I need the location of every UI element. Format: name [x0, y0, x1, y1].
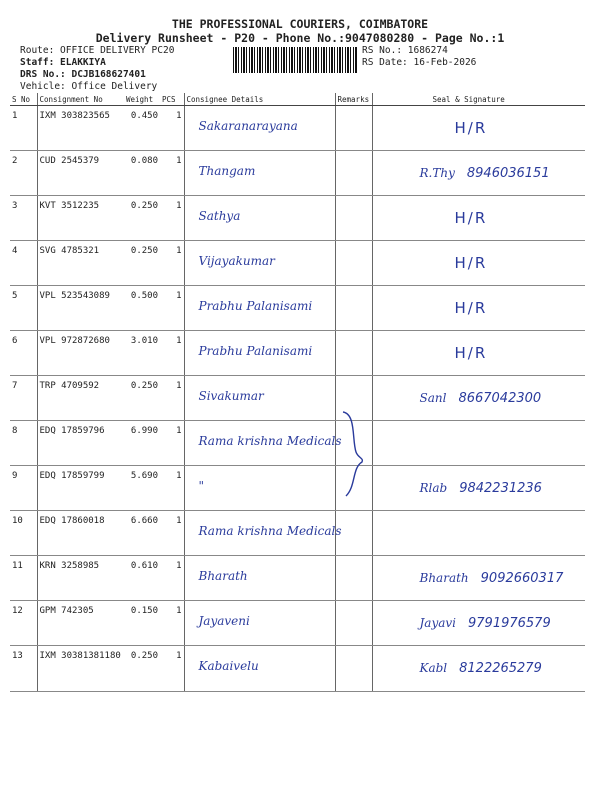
seal-signature: H/R [454, 209, 488, 227]
table-row [10, 511, 585, 556]
row-remarks [335, 556, 372, 601]
table-row [10, 466, 585, 511]
row-consignment: TRP 4709592 [37, 376, 124, 421]
consignee-handwriting: " [198, 479, 205, 493]
row-consignee [184, 466, 335, 511]
row-remarks [335, 646, 372, 692]
row-weight: 0.450 [124, 106, 160, 151]
row-sno: 8 [10, 421, 37, 466]
row-sno: 12 [10, 601, 37, 646]
seal-signature: H/R [454, 254, 488, 272]
row-weight: 3.010 [124, 331, 160, 376]
col-consignee: Consignee Details [184, 93, 335, 106]
table-row [10, 331, 585, 376]
row-pcs: 1 [160, 511, 184, 556]
col-seal: Seal & Signature [372, 93, 585, 106]
consignee-handwriting: Vijayakumar [198, 254, 275, 268]
row-remarks [335, 241, 372, 286]
row-weight: 0.080 [124, 151, 160, 196]
row-consignee [184, 241, 335, 286]
row-sno: 6 [10, 331, 37, 376]
phone-number: 8946036151 [466, 166, 550, 181]
table-row [10, 151, 585, 196]
row-pcs: 1 [160, 241, 184, 286]
consignee-handwriting: Prabhu Palanisami [198, 299, 313, 313]
vehicle-label: Vehicle: Office Delivery [20, 81, 158, 92]
row-remarks [335, 196, 372, 241]
phone-number: 8122265279 [459, 661, 542, 676]
row-weight: 6.660 [124, 511, 160, 556]
table-row [10, 601, 585, 646]
row-seal [372, 286, 585, 331]
col-remarks: Remarks [335, 93, 372, 106]
rs-number: RS No.: 1686274 [362, 45, 448, 56]
row-consignee [184, 376, 335, 421]
row-consignee [184, 601, 335, 646]
row-sno: 9 [10, 466, 37, 511]
row-seal [372, 241, 585, 286]
row-sno: 5 [10, 286, 37, 331]
row-pcs: 1 [160, 466, 184, 511]
consignee-handwriting: Prabhu Palanisami [198, 344, 313, 358]
seal-signature: H/R [454, 119, 488, 137]
row-remarks [335, 286, 372, 331]
row-sno: 2 [10, 151, 37, 196]
row-consignee [184, 511, 342, 556]
rs-date: RS Date: 16-Feb-2026 [362, 57, 477, 68]
row-consignment: IXM 30381381180 [37, 646, 124, 692]
row-consignment: CUD 2545379 [37, 151, 124, 196]
table-row [10, 421, 585, 466]
row-consignee [184, 556, 335, 601]
row-consignee [184, 196, 335, 241]
barcode [233, 47, 358, 73]
runsheet-subtitle: Delivery Runsheet - P20 - Phone No.:9047080280 - Page No.:1 [95, 31, 505, 45]
row-weight: 0.500 [124, 286, 160, 331]
row-consignment: GPM 742305 [37, 601, 124, 646]
row-consignment: IXM 303823565 [37, 106, 124, 151]
row-seal [372, 466, 585, 511]
row-consignee [184, 646, 335, 692]
row-seal [372, 151, 585, 196]
consignee-handwriting: Rama krishna Medicals [198, 524, 342, 538]
seal-signature: R.Thy [419, 166, 455, 180]
row-remarks [335, 331, 372, 376]
row-consignment: KVT 3512235 [37, 196, 124, 241]
row-consignment: VPL 523543089 [37, 286, 124, 331]
row-seal [372, 601, 585, 646]
row-seal [372, 376, 585, 421]
consignee-handwriting: Jayaveni [198, 614, 250, 628]
row-pcs: 1 [160, 646, 184, 692]
consignee-handwriting: Sakaranarayana [198, 119, 298, 133]
row-seal [372, 421, 585, 466]
row-seal [372, 106, 585, 151]
row-sno: 3 [10, 196, 37, 241]
row-seal [372, 556, 585, 601]
row-weight: 0.250 [124, 196, 160, 241]
row-remarks [335, 106, 372, 151]
runsheet-table [10, 93, 585, 692]
row-weight: 0.150 [124, 601, 160, 646]
table-row [10, 556, 585, 601]
col-pcs: PCS [160, 93, 184, 106]
row-consignee [184, 331, 335, 376]
seal-signature: Kabl [419, 661, 448, 675]
row-pcs: 1 [160, 151, 184, 196]
phone-number: 9092660317 [480, 571, 564, 586]
seal-signature: Jayavi [419, 616, 457, 630]
row-pcs: 1 [160, 601, 184, 646]
seal-signature: H/R [454, 299, 488, 317]
row-pcs: 1 [160, 421, 184, 466]
consignee-handwriting: Kabaivelu [198, 659, 259, 673]
drs-label: DRS No.: DCJB168627401 [20, 69, 146, 80]
row-seal [372, 196, 585, 241]
remarks-bracket [338, 410, 368, 500]
consignee-handwriting: Sathya [198, 209, 241, 223]
row-consignee [184, 286, 335, 331]
row-weight: 0.610 [124, 556, 160, 601]
consignee-handwriting: Sivakumar [198, 389, 264, 403]
col-sno: S No [10, 93, 37, 106]
staff-label: Staff: ELAKKIYA [20, 57, 106, 68]
row-pcs: 1 [160, 196, 184, 241]
row-sno: 10 [10, 511, 37, 556]
row-weight: 6.990 [124, 421, 160, 466]
row-seal [372, 646, 585, 692]
row-sno: 13 [10, 646, 37, 692]
row-consignee [184, 106, 335, 151]
route-label: Route: OFFICE DELIVERY PC20 [20, 45, 175, 56]
seal-signature: Sanl [419, 391, 447, 405]
seal-signature: Rlab [419, 481, 448, 495]
table-row [10, 286, 585, 331]
company-name: THE PROFESSIONAL COURIERS, COIMBATORE [171, 17, 429, 31]
row-seal [372, 511, 585, 556]
row-seal [372, 331, 585, 376]
table-row [10, 106, 585, 151]
phone-number: 9791976579 [468, 616, 551, 631]
row-pcs: 1 [160, 556, 184, 601]
row-weight: 0.250 [124, 646, 160, 692]
seal-signature: H/R [454, 344, 488, 362]
row-consignee [184, 151, 335, 196]
row-sno: 4 [10, 241, 37, 286]
row-weight: 0.250 [124, 376, 160, 421]
table-row [10, 376, 585, 421]
row-sno: 1 [10, 106, 37, 151]
phone-number: 9842231236 [459, 481, 542, 496]
row-consignment: VPL 972872680 [37, 331, 124, 376]
row-pcs: 1 [160, 331, 184, 376]
seal-signature: Bharath [419, 571, 469, 585]
table-row [10, 646, 585, 692]
row-consignee [184, 421, 342, 466]
consignee-handwriting: Thangam [198, 164, 256, 178]
col-weight: Weight [124, 93, 160, 106]
row-sno: 11 [10, 556, 37, 601]
consignee-handwriting: Rama krishna Medicals [198, 434, 342, 448]
row-consignment: EDQ 17859799 [37, 466, 124, 511]
table-row [10, 241, 585, 286]
col-consignment: Consignment No [37, 93, 124, 106]
row-remarks [335, 151, 372, 196]
row-pcs: 1 [160, 376, 184, 421]
row-consignment: EDQ 17860018 [37, 511, 124, 556]
row-pcs: 1 [160, 106, 184, 151]
row-consignment: SVG 4785321 [37, 241, 124, 286]
row-consignment: EDQ 17859796 [37, 421, 124, 466]
row-weight: 0.250 [124, 241, 160, 286]
row-weight: 5.690 [124, 466, 160, 511]
phone-number: 8667042300 [458, 391, 542, 406]
row-consignment: KRN 3258985 [37, 556, 124, 601]
table-row [10, 196, 585, 241]
row-pcs: 1 [160, 286, 184, 331]
row-sno: 7 [10, 376, 37, 421]
row-remarks [335, 601, 372, 646]
consignee-handwriting: Bharath [198, 569, 248, 583]
table-header-row [10, 93, 585, 106]
